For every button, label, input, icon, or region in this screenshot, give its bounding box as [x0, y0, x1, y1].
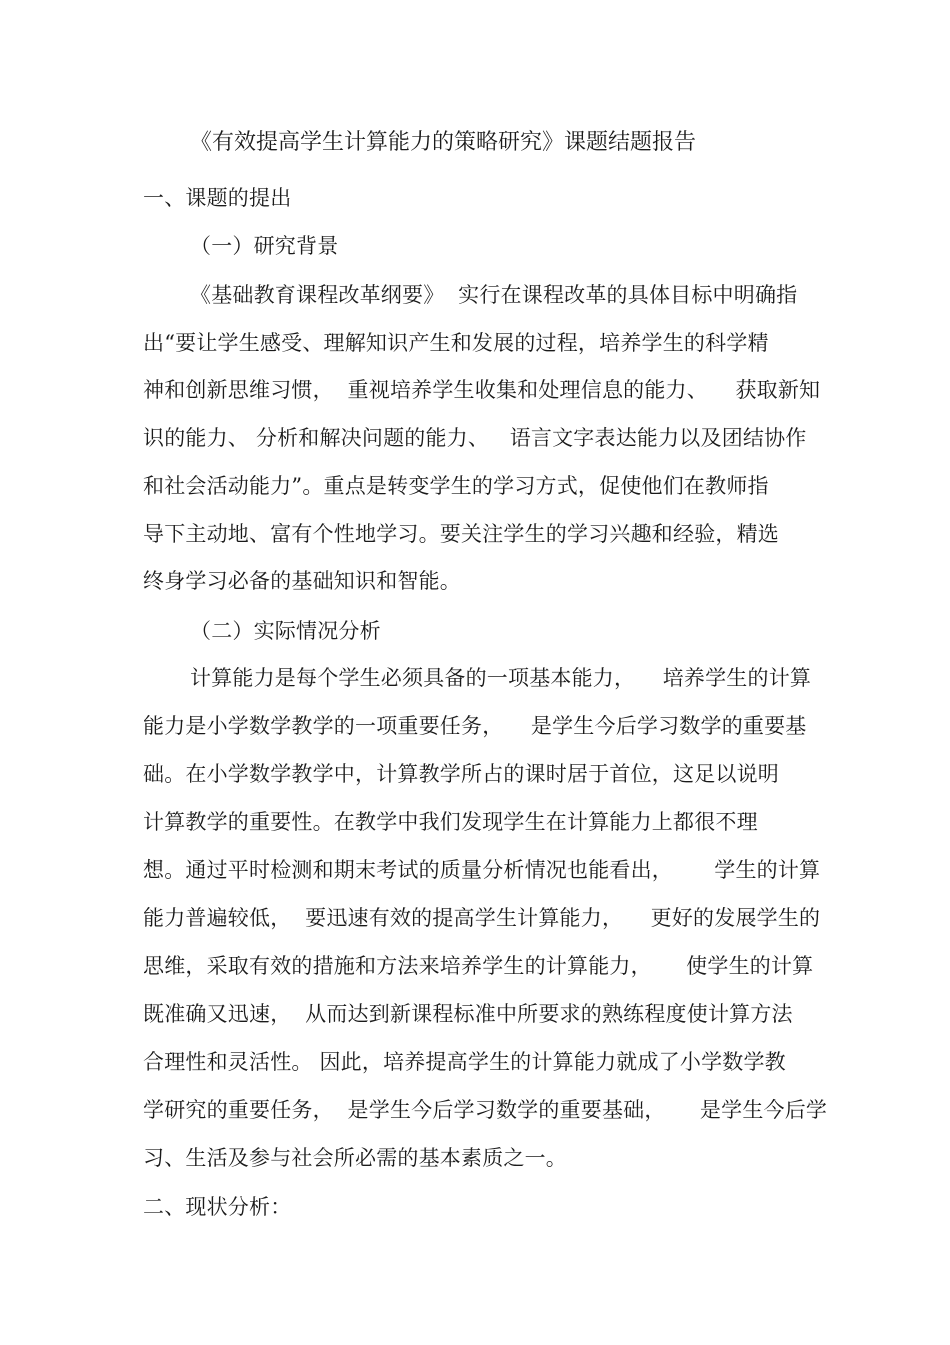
paragraph-line: 习、生活及参与社会所必需的基本素质之一。	[143, 1146, 567, 1170]
paragraph-line: 出“要让学生感受、理解知识产生和发展的过程，培养学生的科学精	[143, 331, 769, 355]
subsection-heading-analysis: （二）实际情况分析	[190, 619, 381, 643]
paragraph-line: 终身学习必备的基础知识和智能。	[143, 569, 461, 593]
paragraph-line: 能力是小学数学教学的一项重要任务， 是学生今后学习数学的重要基	[143, 714, 807, 738]
paragraph-line: 计算教学的重要性。在教学中我们发现学生在计算能力上都很不理	[143, 810, 758, 834]
paragraph-line: 计算能力是每个学生必须具备的一项基本能力， 培养学生的计算	[190, 666, 812, 690]
report-title: 《有效提高学生计算能力的策略研究》课题结题报告	[190, 130, 697, 155]
section-heading-2: 二、现状分析：	[143, 1195, 292, 1219]
paragraph-line: 础。在小学数学教学中，计算教学所占的课时居于首位，这足以说明	[143, 762, 779, 786]
paragraph-line: 《基础教育课程改革纲要》 实行在课程改革的具体目标中明确指	[190, 283, 798, 307]
subsection-heading-background: （一）研究背景	[190, 234, 339, 258]
paragraph-line: 能力普遍较低， 要迅速有效的提高学生计算能力， 更好的发展学生的	[143, 906, 821, 930]
paragraph-line: 导下主动地、富有个性地学习。要关注学生的学习兴趣和经验，精选	[143, 522, 779, 546]
paragraph-line: 既准确又迅速， 从而达到新课程标准中所要求的熟练程度使计算方法	[143, 1002, 793, 1026]
paragraph-line: 合理性和灵活性。 因此，培养提高学生的计算能力就成了小学数学教	[143, 1050, 786, 1074]
paragraph-line: 和社会活动能力”。重点是转变学生的学习方式，促使他们在教师指	[143, 474, 769, 498]
paragraph-line: 想。通过平时检测和期末考试的质量分析情况也能看出， 学生的计算	[143, 858, 821, 882]
paragraph-line: 神和创新思维习惯， 重视培养学生收集和处理信息的能力、 获取新知	[143, 378, 821, 402]
paragraph-line: 学研究的重要任务， 是学生今后学习数学的重要基础， 是学生今后学	[143, 1098, 828, 1122]
paragraph-line: 思维，采取有效的措施和方法来培养学生的计算能力， 使学生的计算	[143, 954, 814, 978]
paragraph-line: 识的能力、 分析和解决问题的能力、 语言文字表达能力以及团结协作	[143, 426, 807, 450]
section-heading-1: 一、课题的提出	[143, 186, 292, 210]
